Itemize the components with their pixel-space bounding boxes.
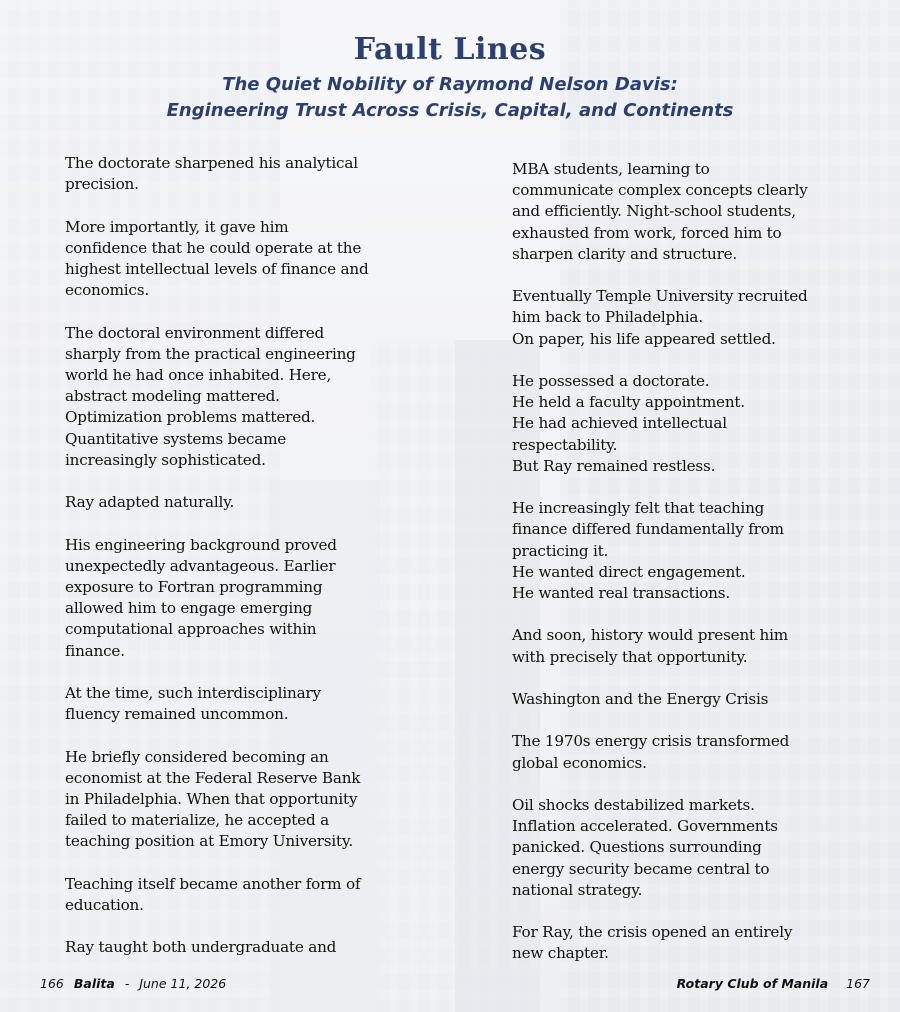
text-line: abstract modeling mattered. [65, 387, 280, 406]
paragraph [65, 217, 405, 302]
text-line: On paper, his life appeared settled. [512, 329, 776, 348]
text-line: global economics. [512, 753, 647, 772]
article-header [0, 28, 900, 124]
text-line: MBA students, learning to [512, 160, 710, 178]
text-line: energy security became central to [512, 859, 770, 878]
right-page-number: 167 [846, 976, 870, 991]
text-line: Teaching itself became another form of [65, 874, 361, 893]
text-line: sharpen clarity and structure. [512, 244, 738, 263]
text-line: Washington and the Energy Crisis [512, 690, 769, 708]
text-line: failed to materialize, he accepted a [65, 811, 329, 830]
text-line: Quantitative systems became [65, 429, 287, 448]
text-line: panicked. Questions surrounding [512, 838, 762, 857]
paragraph [65, 535, 405, 662]
text-line: with precisely that opportunity. [512, 647, 748, 666]
text-line: him back to Philadelphia. [512, 308, 703, 327]
text-line: But Ray remained restless. [512, 456, 716, 475]
issue-date: June 11, 2026 [139, 976, 227, 991]
text-line: sharply from the practical engineering [65, 344, 356, 363]
text-line: Optimization problems mattered. [65, 408, 316, 427]
text-line: He increasingly felt that teaching [512, 499, 765, 518]
right-text-column [512, 159, 852, 965]
paragraph [512, 795, 852, 901]
text-line: finance differed fundamentally from [512, 520, 784, 539]
text-line: finance. [65, 641, 125, 660]
text-line: He possessed a doctorate. [512, 372, 710, 390]
text-line: respectability. [512, 435, 618, 454]
text-line: precision. [65, 175, 139, 194]
publication-name: Balita [73, 976, 115, 991]
text-line: national strategy. [512, 880, 643, 899]
paragraph [65, 153, 405, 195]
article-title: Fault Lines [353, 32, 547, 67]
text-line: exposure to Fortran programming [65, 578, 323, 596]
text-line: computational approaches within [65, 620, 317, 639]
text-line: new chapter. [512, 944, 609, 963]
text-line: For Ray, the crisis opened an entirely [512, 923, 793, 942]
paragraph [512, 625, 852, 667]
text-line: He briefly considered becoming an [65, 747, 329, 766]
paragraph [65, 937, 405, 958]
paragraph [512, 159, 852, 265]
text-line: education. [65, 896, 144, 914]
left-page-number: 166 [40, 976, 64, 991]
paragraph [512, 731, 852, 773]
text-line: confidence that he could operate at the [65, 238, 362, 257]
text-line: He had achieved intellectual [512, 414, 727, 433]
text-line: increasingly sophisticated. [65, 450, 266, 469]
text-line: More importantly, it gave him [65, 217, 289, 236]
paragraph [512, 498, 852, 604]
text-line: His engineering background proved [65, 535, 337, 554]
subtitle-line-1: The Quiet Nobility of Raymond Nelson Davis: [222, 74, 678, 95]
paragraph [65, 323, 405, 471]
paragraph [65, 874, 405, 916]
text-line: He held a faculty appointment. [512, 393, 745, 412]
text-line: allowed him to engage emerging [65, 599, 313, 618]
paragraph [512, 922, 852, 964]
paragraph [512, 286, 852, 350]
text-line: unexpectedly advantageous. Earlier [65, 556, 336, 575]
text-line: highest intellectual levels of finance and [65, 260, 369, 278]
text-line: Inflation accelerated. Governments [512, 817, 778, 836]
paragraph [65, 683, 405, 725]
text-line: Eventually Temple University recruited [512, 287, 808, 306]
text-line: fluency remained uncommon. [65, 705, 289, 724]
text-line: world he had once inhabited. Here, [65, 366, 332, 384]
text-line: At the time, such interdisciplinary [65, 684, 321, 702]
footer-left [40, 976, 226, 991]
paragraph [512, 689, 852, 710]
text-line: economics. [65, 281, 149, 300]
text-line: The 1970s energy crisis transformed [512, 732, 790, 751]
page-footer [0, 976, 900, 996]
paragraph [65, 747, 405, 853]
subtitle-line-2: Engineering Trust Across Crisis, Capital, and Continents [166, 100, 734, 121]
text-line: Oil shocks destabilized markets. [512, 795, 755, 814]
paragraph [512, 371, 852, 477]
footer-right [677, 976, 870, 991]
text-line: exhausted from work, forced him to [512, 223, 782, 242]
text-line: in Philadelphia. When that opportunity [65, 790, 358, 808]
text-line: teaching position at Emory University. [65, 832, 353, 851]
text-line: He wanted direct engagement. [512, 562, 746, 581]
organization-name: Rotary Club of Manila [676, 976, 829, 991]
article-subtitle [0, 72, 900, 124]
text-line: Ray taught both undergraduate and [65, 938, 337, 957]
left-text-column [65, 153, 405, 959]
text-line: And soon, history would present him [512, 626, 789, 645]
text-line: and efficiently. Night-school students, [512, 202, 796, 221]
footer-separator: - [124, 976, 130, 991]
text-line: The doctoral environment differed [65, 323, 325, 342]
text-line: economist at the Federal Reserve Bank [65, 768, 361, 787]
text-line: The doctorate sharpened his analytical [65, 154, 358, 172]
paragraph [65, 492, 405, 513]
text-line: He wanted real transactions. [512, 584, 730, 603]
text-line: practicing it. [512, 541, 609, 560]
text-line: communicate complex concepts clearly [512, 181, 808, 200]
text-line: Ray adapted naturally. [65, 493, 235, 512]
